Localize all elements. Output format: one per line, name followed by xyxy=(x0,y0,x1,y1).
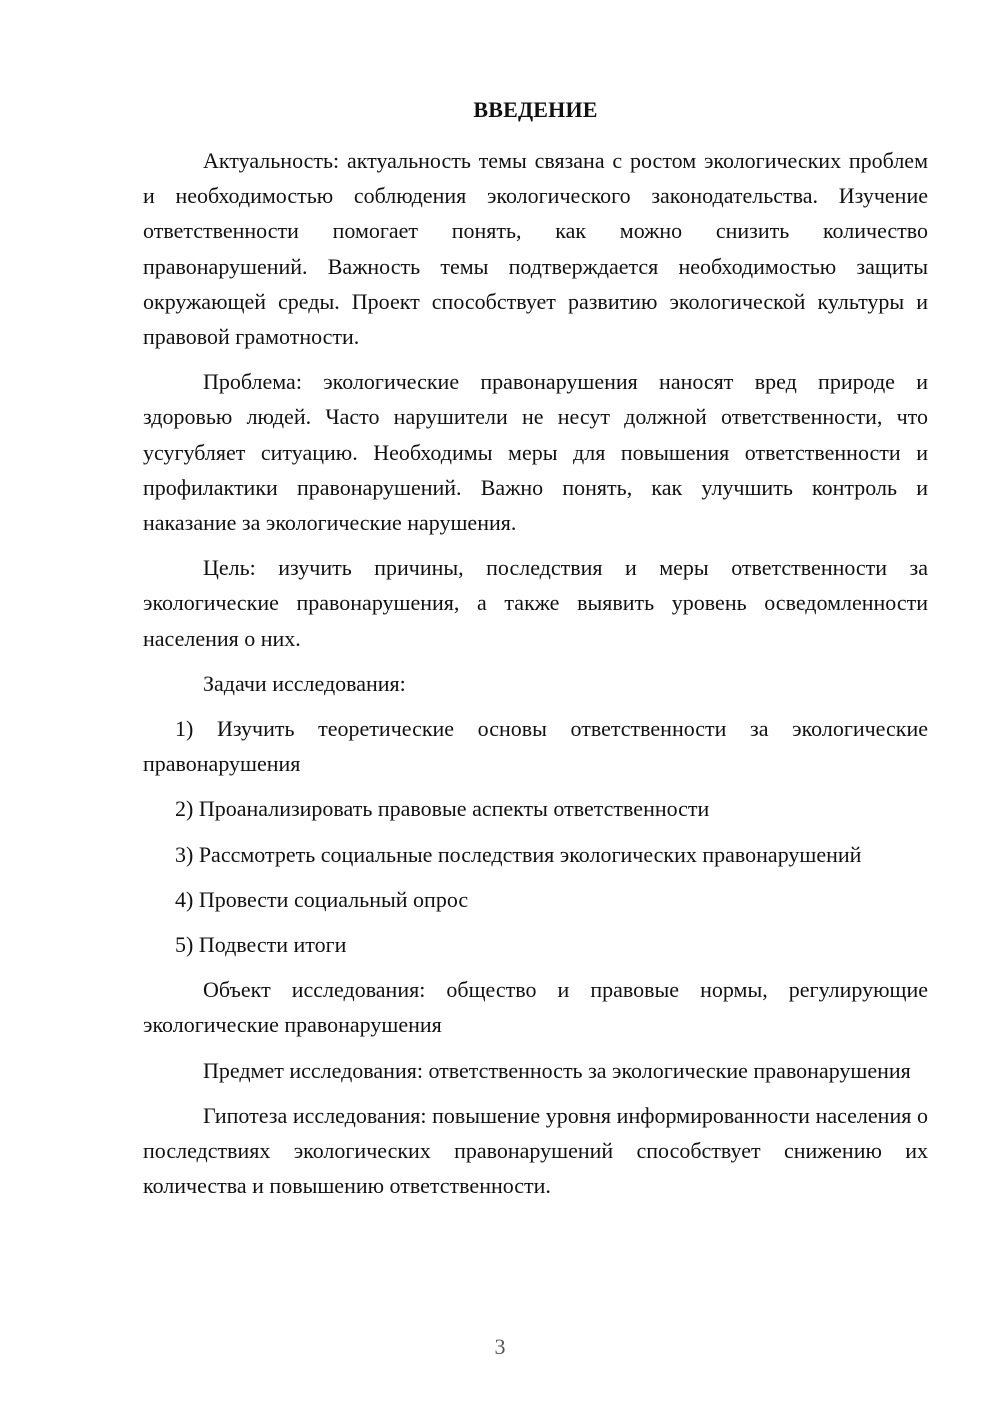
object-paragraph: Объект исследования: общество и правовые нормы, регулирующие экологические правонарушения xyxy=(143,977,928,1038)
task-item-5: 5) Подвести итоги xyxy=(175,932,347,958)
hypothesis-paragraph: Гипотеза исследования: повышение уровня информированности населения о последствиях экологических правонарушений способствует снижению их количества и повышению ответственности. xyxy=(143,1102,928,1199)
tasks-heading: Задачи исследования: xyxy=(203,670,406,696)
task-item-1: 1) Изучить теоретические основы ответственности за экологические правонарушения xyxy=(143,716,928,777)
page-title: ВВЕДЕНИЕ xyxy=(473,97,598,122)
document-page xyxy=(143,92,928,1213)
task-item-2: 2) Проанализировать правовые аспекты ответственности xyxy=(175,796,710,822)
subject-paragraph: Предмет исследования: ответственность за экологические правонарушения xyxy=(203,1057,911,1083)
page-number: 3 xyxy=(494,1334,506,1359)
task-item-3: 3) Рассмотреть социальные последствия экологических правонарушений xyxy=(175,841,862,867)
goal-paragraph: Цель: изучить причины, последствия и меры ответственности за экологические правонарушения, а также выявить уровень осведомленности населения о них. xyxy=(143,555,928,651)
task-item-4: 4) Провести социальный опрос xyxy=(175,886,469,912)
problem-paragraph: Проблема: экологические правонарушения наносят вред природе и здоровью людей. Часто нарушители не несут должной ответственности, что усугубляет ситуацию. Необходимы меры для повышения ответственности и профилактики правонарушений. Важно понять, как улучшить контроль и наказание за экологические нарушения. xyxy=(143,369,928,536)
relevance-paragraph: Актуальность: актуальность темы связана с ростом экологических проблем и необходимостью соблюдения экологического законодательства. Изучение ответственности помогает понять, как можно снизить количество правонарушений. Важность темы подтверждается необходимостью защиты окружающей среды. Проект способствует развитию экологической культуры и правовой грамотности. xyxy=(143,148,928,350)
